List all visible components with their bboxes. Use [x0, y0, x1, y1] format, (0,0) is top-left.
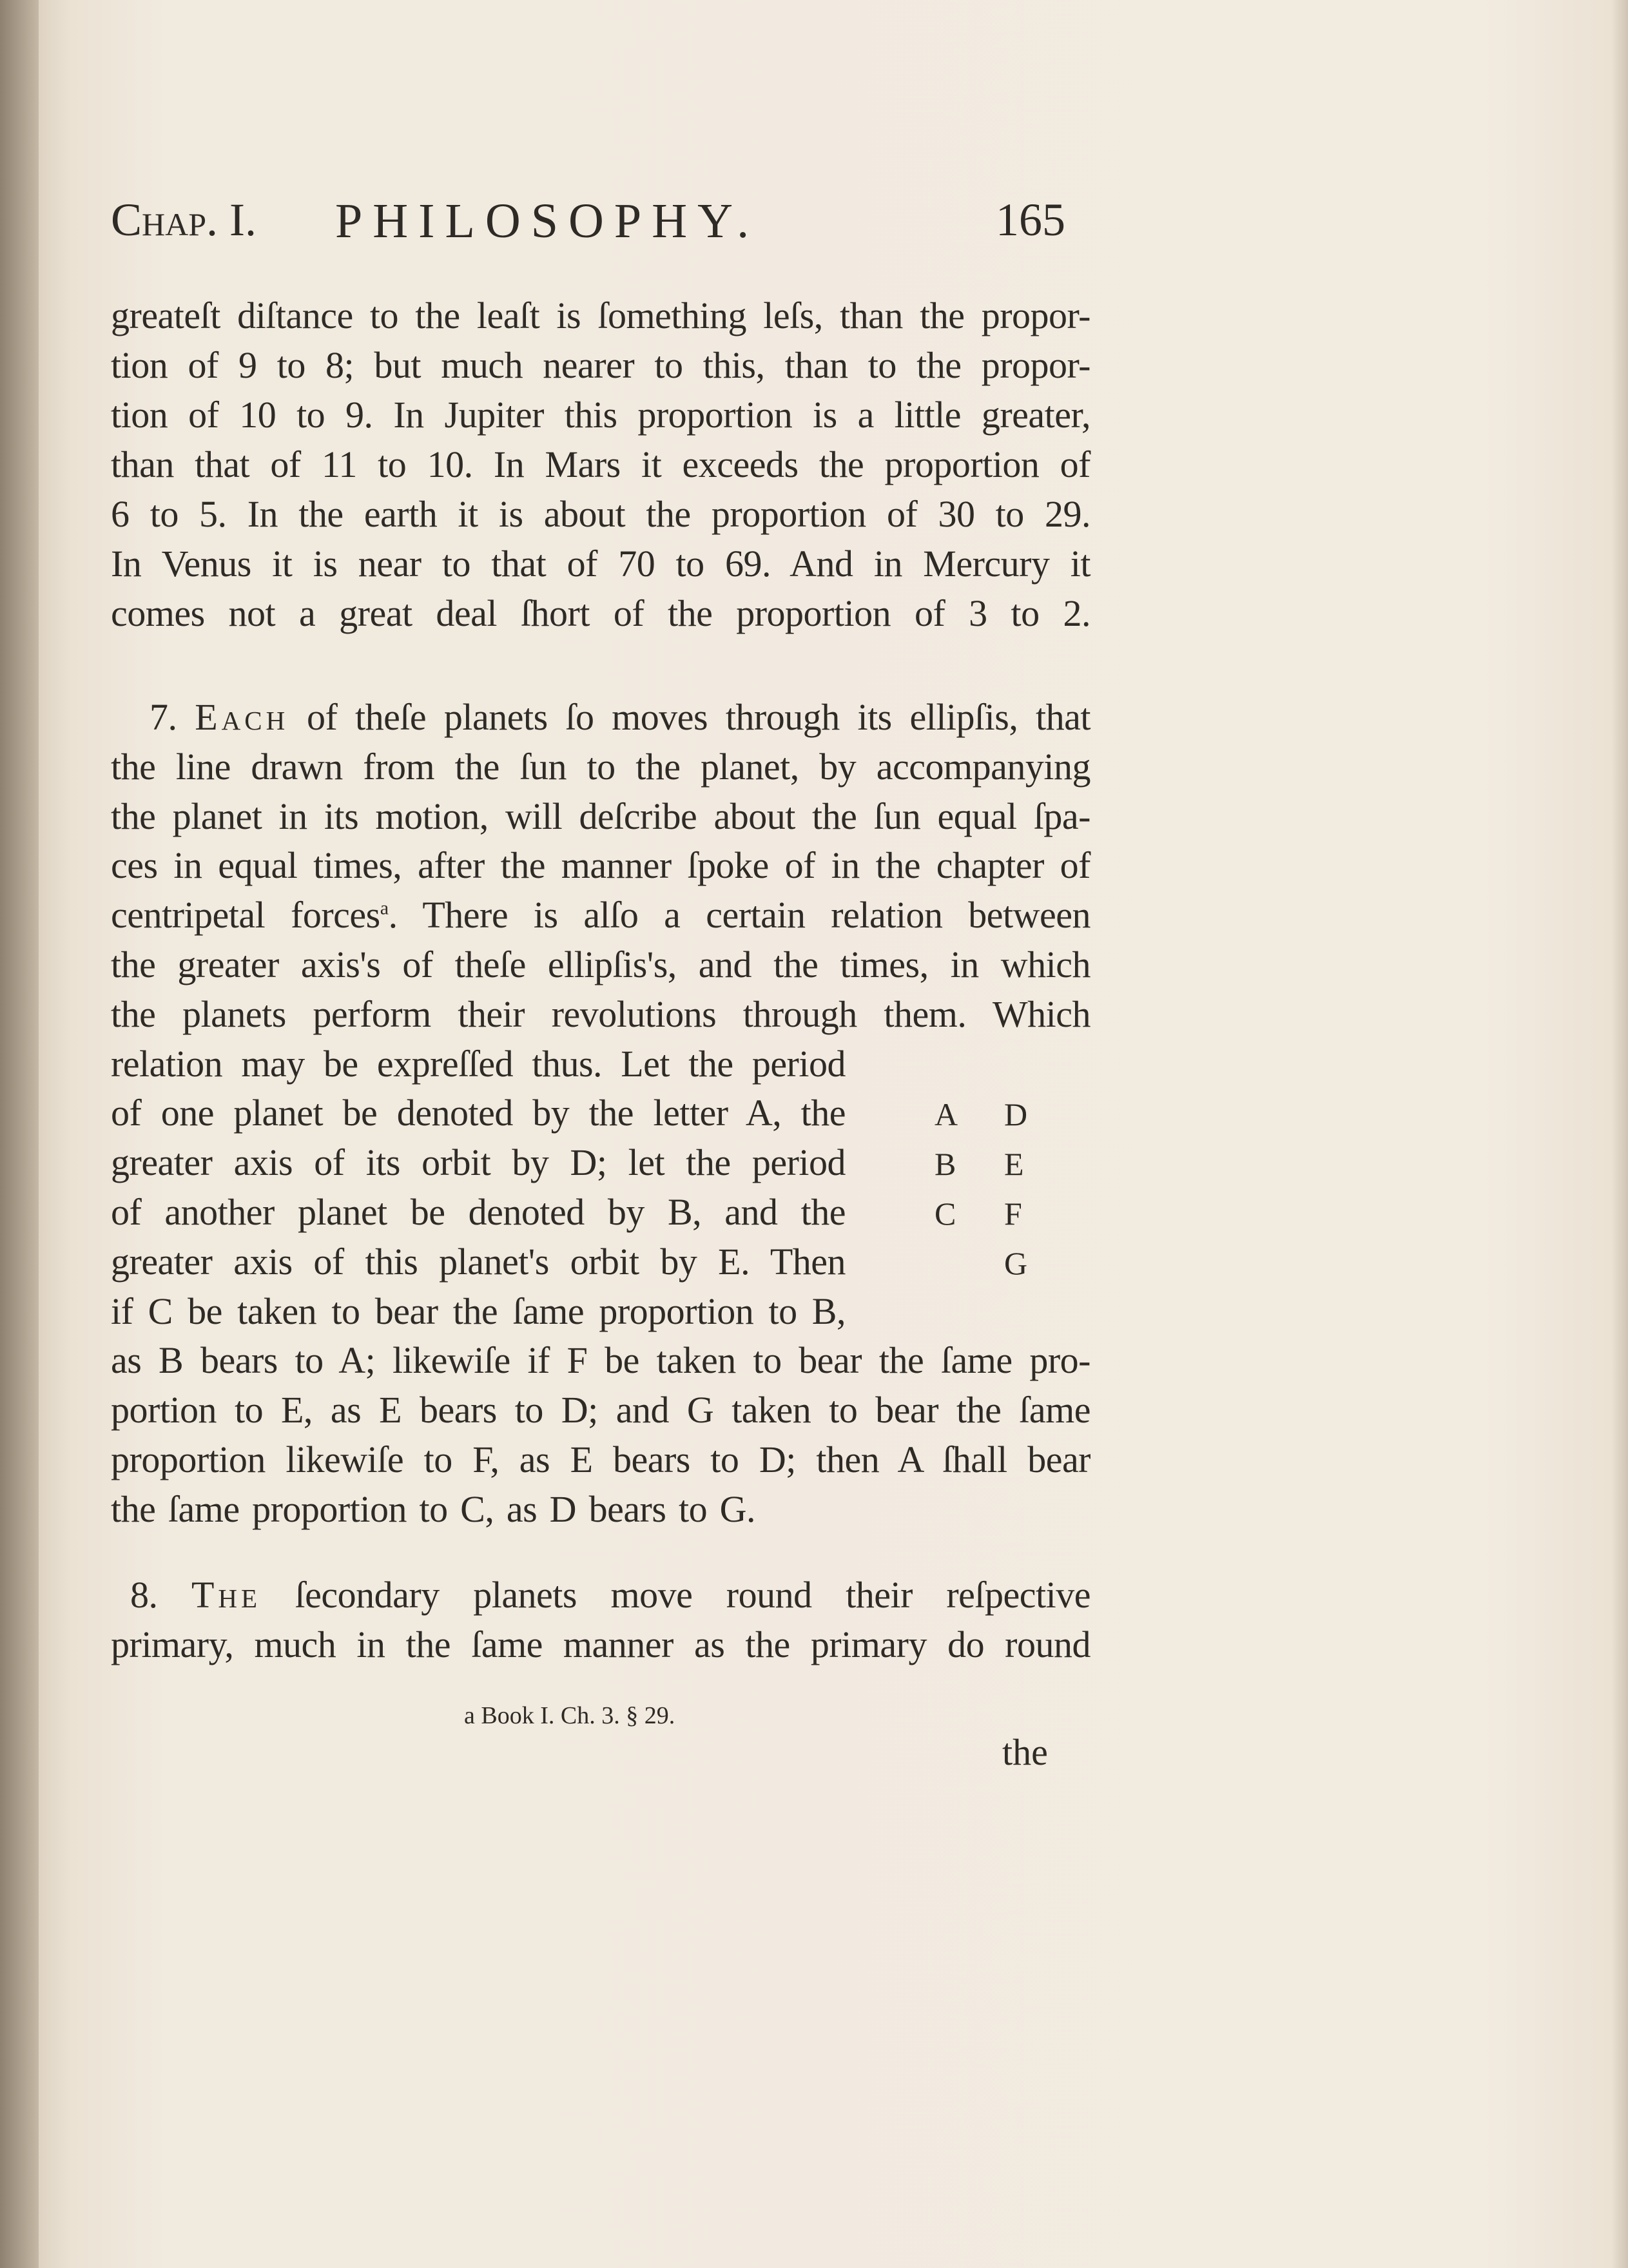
- text-run: The: [191, 1574, 262, 1616]
- text-line: ces in equal times, after the manner ſpoke of in the chapter of: [111, 844, 1090, 886]
- text-line: as B bears to A; likewiſe if F be taken to bear the ſame pro-: [111, 1339, 1090, 1381]
- table-letter: A: [935, 1096, 958, 1132]
- text-run: 8.: [130, 1574, 158, 1616]
- text-line: than that of 11 to 10. In Mars it exceeds the proportion of: [111, 443, 1090, 485]
- text-line: tion of 10 to 9. In Jupiter this proportion is a little greater,: [111, 394, 1090, 436]
- running-head-chapter: Chap. I.: [111, 194, 257, 246]
- text-line: [111, 893, 1090, 938]
- table-letter: C: [935, 1196, 956, 1232]
- text-line: In Venus it is near to that of 70 to 69. And in Mercury it: [111, 543, 1090, 585]
- text-run: Each: [195, 696, 289, 738]
- text-run: centripetal forces$^a$: [111, 894, 389, 936]
- table-letter: E: [1004, 1146, 1024, 1182]
- table-letter: G: [1004, 1245, 1028, 1281]
- text-line: [111, 1573, 1090, 1618]
- running-head-title: PHILOSOPHY.: [335, 194, 760, 248]
- text-line: greateſt diſtance to the leaſt is ſomething leſs, than the propor-: [111, 295, 1090, 336]
- text-line: 6 to 5. In the earth it is about the proportion of 30 to 29.: [111, 493, 1090, 535]
- text-line: comes not a great deal ſhort of the proportion of 3 to 2.: [111, 592, 1090, 634]
- text-line: of one planet be denoted by the letter A, the: [111, 1092, 846, 1134]
- text-line: if C be taken to bear the ſame proportion to B,: [111, 1290, 846, 1332]
- text-line: greater axis of this planet's orbit by E. Then: [111, 1241, 846, 1283]
- text-line: the planet in its motion, will deſcribe about the ſun equal ſpa-: [111, 795, 1090, 837]
- text-line: primary, much in the ſame manner as the primary do round: [111, 1623, 1090, 1665]
- text-run: 7.: [150, 696, 177, 738]
- footnote: a Book I. Ch. 3. § 29.: [464, 1702, 675, 1729]
- text-line: the greater axis's of theſe ellipſis's, and the times, in which: [111, 944, 1090, 985]
- table-letter: D: [1004, 1096, 1028, 1132]
- text-run: ſecondary planets move round their reſpective: [295, 1574, 1090, 1616]
- text-run: . There is alſo a certain relation between: [388, 894, 1090, 936]
- text-line: of another planet be denoted by B, and the: [111, 1191, 846, 1233]
- text-line: greater axis of its orbit by D; let the period: [111, 1141, 846, 1183]
- footnote-marker: a: [380, 897, 389, 919]
- text-line: proportion likewiſe to F, as E bears to D; then A ſhall bear: [111, 1439, 1090, 1480]
- text-line: tion of 9 to 8; but much nearer to this, than to the propor-: [111, 344, 1090, 386]
- table-letter: B: [935, 1146, 956, 1182]
- catchword: the: [1002, 1731, 1048, 1773]
- text-line: the line drawn from the ſun to the planet, by accompanying: [111, 746, 1090, 788]
- text-line: the planets perform their revolutions through them. Which: [111, 993, 1090, 1035]
- text-line: relation may be expreſſed thus. Let the period: [111, 1043, 846, 1085]
- text-line: [111, 695, 1090, 740]
- book-gutter-shadow: [0, 0, 39, 2268]
- text-run: of theſe planets ſo moves through its ellipſis, that: [306, 696, 1091, 738]
- text-line: the ſame proportion to C, as D bears to G.: [111, 1488, 755, 1530]
- page-number: 165: [996, 194, 1065, 246]
- text-line: portion to E, as E bears to D; and G taken to bear the ſame: [111, 1389, 1090, 1431]
- table-letter: F: [1004, 1196, 1022, 1232]
